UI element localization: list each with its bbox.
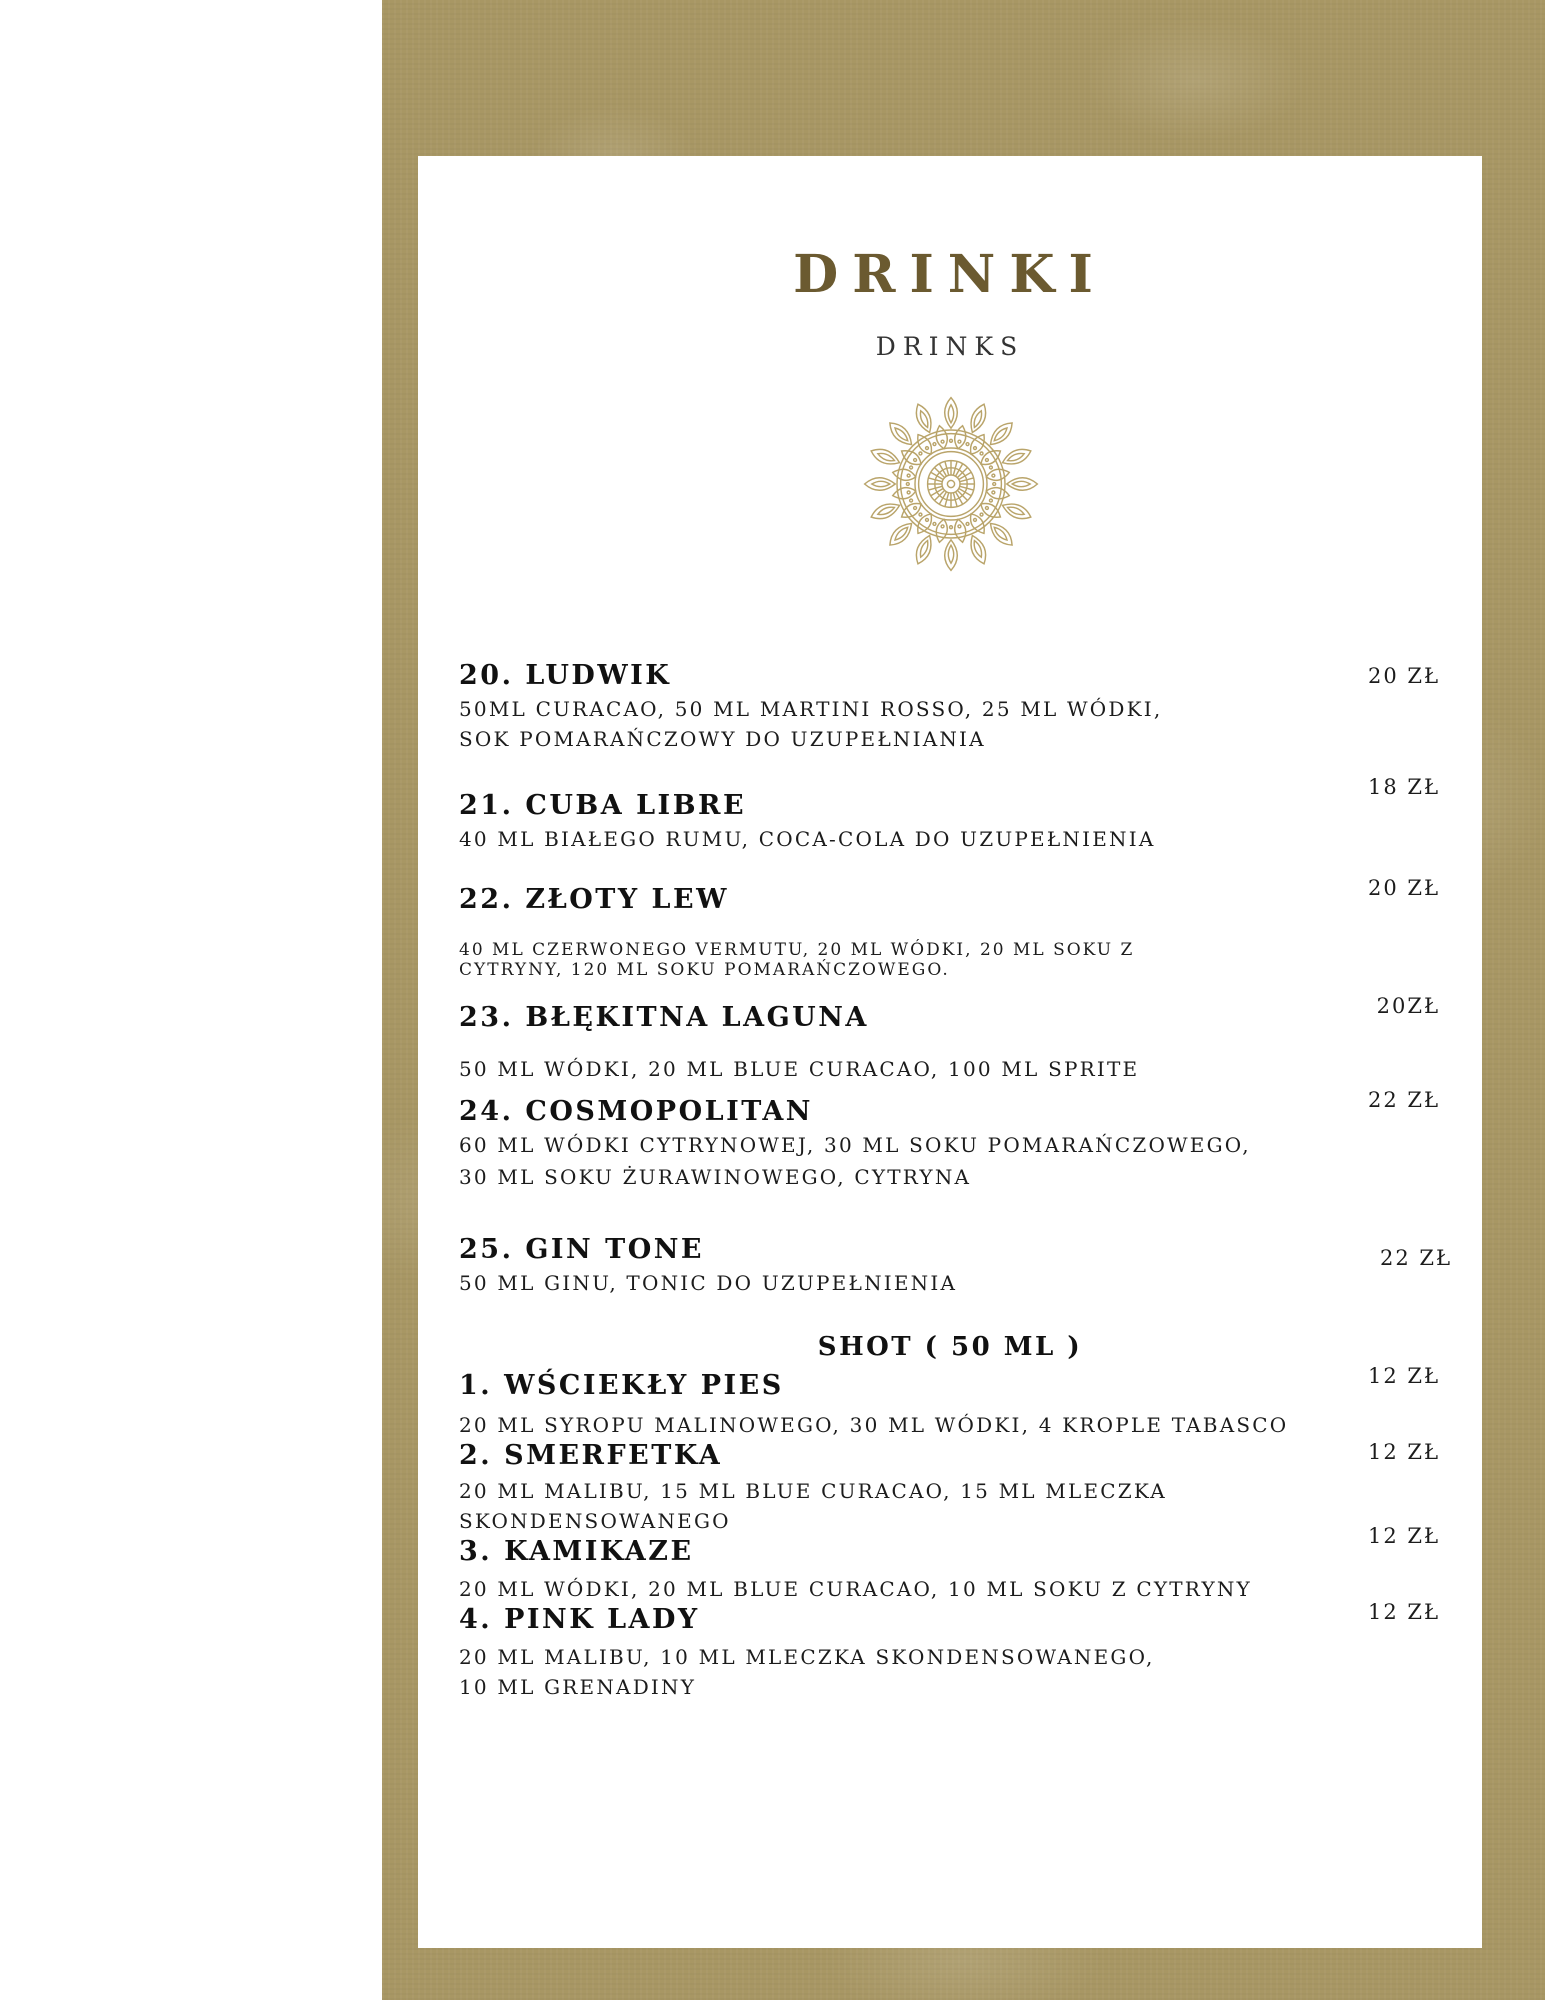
drink-name: 21. CUBA LIBRE <box>459 790 747 821</box>
shot-description-line: 20 ML SYROPU MALINOWEGO, 30 ML WÓDKI, 4 KROPLE TABASCO <box>459 1413 1289 1437</box>
drink-description-line: 40 ML CZERWONEGO VERMUTU, 20 ML WÓDKI, 20 ML SOKU Z <box>459 940 1135 960</box>
drink-description-line: 30 ML SOKU ŻURAWINOWEGO, CYTRYNA <box>459 1165 972 1189</box>
page-title: DRINKI <box>793 244 1107 305</box>
drink-name: 24. COSMOPOLITAN <box>459 1096 813 1127</box>
shot-description-line: 20 ML MALIBU, 15 ML BLUE CURACAO, 15 ML MLECZKA <box>459 1479 1167 1503</box>
drink-name: 25. GIN TONE <box>459 1234 705 1265</box>
shot-description-line: SKONDENSOWANEGO <box>459 1509 731 1533</box>
drink-price: 20 ZŁ <box>1367 664 1440 688</box>
drink-description-line: CYTRYNY, 120 ML SOKU POMARAŃCZOWEGO. <box>459 960 950 980</box>
menu-card <box>418 156 1482 1948</box>
drink-description-line: 50 ML GINU, TONIC DO UZUPEŁNIENIA <box>459 1271 958 1295</box>
shot-description-line: 20 ML MALIBU, 10 ML MLECZKA SKONDENSOWANEGO, <box>459 1645 1155 1669</box>
drink-name: 23. BŁĘKITNA LAGUNA <box>459 1002 869 1033</box>
shot-price: 12 ZŁ <box>1367 1364 1440 1388</box>
shot-price: 12 ZŁ <box>1367 1600 1440 1624</box>
shot-name: 2. SMERFETKA <box>459 1440 723 1471</box>
drink-description-line: SOK POMARAŃCZOWY DO UZUPEŁNIANIA <box>459 727 986 751</box>
drink-price: 22 ZŁ <box>1379 1246 1452 1270</box>
drink-name: 20. LUDWIK <box>459 660 672 691</box>
drink-price: 18 ZŁ <box>1367 775 1440 799</box>
drink-description-line: 40 ML BIAŁEGO RUMU, COCA-COLA DO UZUPEŁNIENIA <box>459 827 1156 851</box>
page-subtitle: DRINKS <box>875 332 1025 361</box>
shot-name: 1. WŚCIEKŁY PIES <box>459 1370 784 1401</box>
drink-price: 20ZŁ <box>1376 994 1440 1018</box>
drink-description-line: 60 ML WÓDKI CYTRYNOWEJ, 30 ML SOKU POMARAŃCZOWEGO, <box>459 1133 1251 1157</box>
drink-name: 22. ZŁOTY LEW <box>459 884 729 915</box>
shot-name: 4. PINK LADY <box>459 1604 700 1635</box>
drink-description-line: 50 ML WÓDKI, 20 ML BLUE CURACAO, 100 ML SPRITE <box>459 1057 1140 1081</box>
drink-price: 20 ZŁ <box>1367 876 1440 900</box>
drink-price: 22 ZŁ <box>1367 1088 1440 1112</box>
shot-name: 3. KAMIKAZE <box>459 1536 694 1567</box>
section-heading-shots: SHOT ( 50 ML ) <box>817 1332 1083 1362</box>
shot-price: 12 ZŁ <box>1367 1524 1440 1548</box>
drink-description-line: 50ML CURACAO, 50 ML MARTINI ROSSO, 25 ML WÓDKI, <box>459 697 1163 721</box>
shot-price: 12 ZŁ <box>1367 1440 1440 1464</box>
shot-description-line: 10 ML GRENADINY <box>459 1675 697 1699</box>
mandala-icon <box>861 394 1041 574</box>
shot-description-line: 20 ML WÓDKI, 20 ML BLUE CURACAO, 10 ML SOKU Z CYTRYNY <box>459 1577 1252 1601</box>
